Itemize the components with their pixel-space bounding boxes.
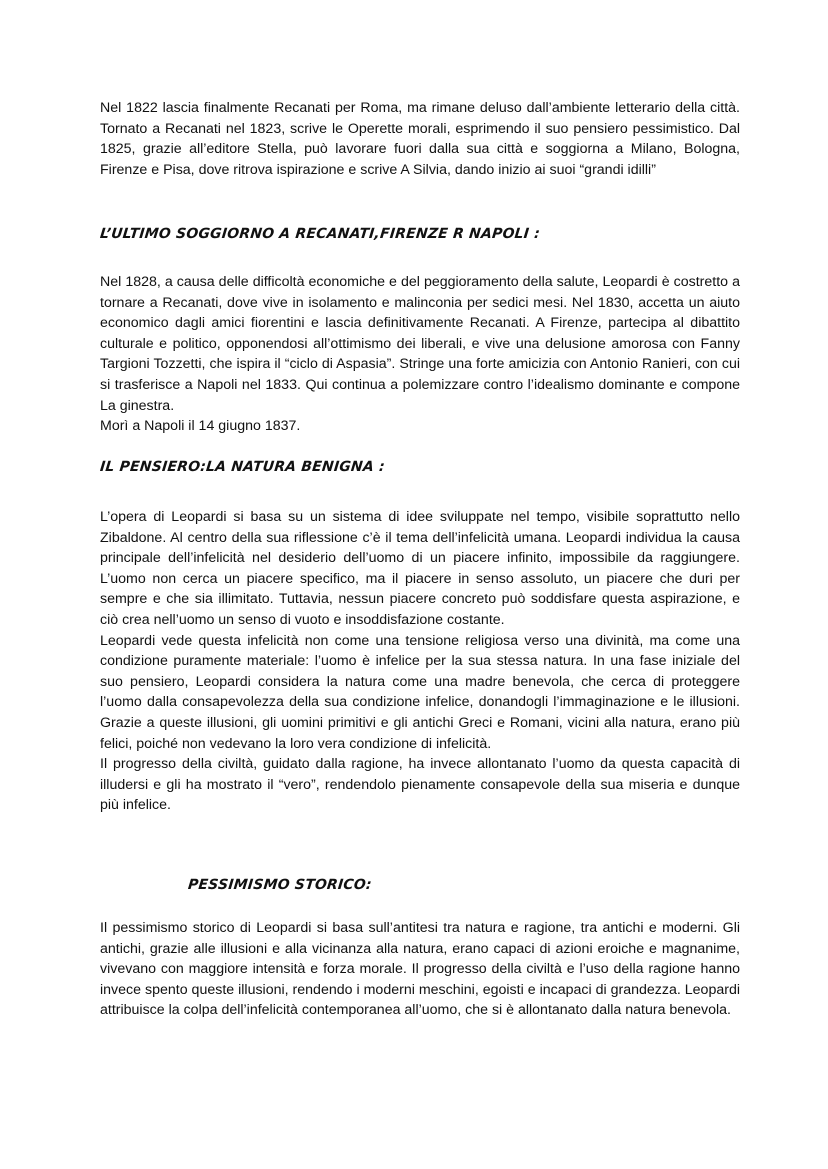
thought-section bbox=[100, 507, 740, 816]
heading-thought: IL PENSIERO:LA NATURA BENIGNA : bbox=[99, 459, 386, 475]
last-stay-paragraph: Nel 1828, a causa delle difficoltà economiche e del peggioramento della salute, Leopardi è costretto a tornare a Recanati, dove vive in isolamento e malinconia per sedici mesi. Nel 1830, accetta un aiuto economico dagli amici fiorentini e lascia definitivamente Recanati. A Firenze, partecipa al dibattito culturale e politico, opponendosi all’ottimismo dei liberali, e vive una delusione amorosa con Fanny Targioni Tozzetti, che ispira il “ciclo di Aspasia”. Stringe una forte amicizia con Antonio Ranieri, con cui si trasferisce a Napoli nel 1833. Qui continua a polemizzare contro l’idealismo dominante e compone La ginestra. bbox=[100, 274, 740, 414]
heading-pessimism: PESSIMISMO STORICO: bbox=[187, 877, 373, 893]
last-stay-section bbox=[100, 272, 740, 437]
intro-paragraph: Nel 1822 lascia finalmente Recanati per Roma, ma rimane deluso dall’ambiente letterario della città. Tornato a Recanati nel 1823, scrive le Operette morali, esprimendo il suo pensiero pessimistico. Dal 1825, grazie all’editore Stella, può lavorare fuori dalla sua città e soggiorna a Milano, Bologna, Firenze e Pisa, dove ritrova ispirazione e scrive A Silvia, dando inizio ai suoi “grandi idilli” bbox=[100, 100, 740, 178]
thought-paragraph-2: Leopardi vede questa infelicità non come una tensione religiosa verso una divinità, ma come una condizione puramente materiale: l’uomo è infelice per la sua stessa natura. In una fase iniziale del suo pensiero, Leopardi considera la natura come una madre benevola, che cerca di proteggere l’uomo dalla consapevolezza della sua condizione infelice, donandogli l’immaginazione e le illusioni. Grazie a queste illusioni, gli uomini primitivi e gli antichi Greci e Romani, vicini alla natura, erano più felici, poiché non vedevano la loro vera condizione di infelicità. bbox=[100, 632, 740, 752]
heading-last-stay: L’ULTIMO SOGGIORNO A RECANATI,FIRENZE R NAPOLI : bbox=[99, 226, 541, 242]
thought-paragraph-3: Il progresso della civiltà, guidato dalla ragione, ha invece allontanato l’uomo da questa capacità di illudersi e gli ha mostrato il “vero”, rendendolo pienamente consapevole della sua miseria e dunque più infelice. bbox=[100, 756, 740, 814]
pessimism-paragraph: Il pessimismo storico di Leopardi si basa sull’antitesi tra natura e ragione, tra antichi e moderni. Gli antichi, grazie alle illusioni e alla vicinanza alla natura, erano capaci di azioni eroiche e magnanime, vivevano con maggiore intensità e forza morale. Il progresso della civiltà e l’uso della ragione hanno invece spento queste illusioni, rendendo i moderni meschini, egoisti e incapaci di grandezza. Leopardi attribuisce la colpa dell’infelicità contemporanea all’uomo, che si è allontanato dalla natura benevola. bbox=[100, 920, 740, 1019]
thought-paragraph-1: L’opera di Leopardi si basa su un sistema di idee sviluppate nel tempo, visibile soprattutto nello Zibaldone. Al centro della sua riflessione c’è il tema dell’infelicità umana. Leopardi individua la causa principale dell’infelicità nel desiderio dell’uomo di un piacere infinito, impossibile da raggiungere. L’uomo non cerca un piacere specifico, ma il piacere in senso assoluto, un piacere che duri per sempre e che sia illimitato. Tuttavia, nessun piacere concreto può soddisfare questa aspirazione, e ciò crea nell’uomo un senso di vuoto e insoddisfazione costante. bbox=[100, 509, 740, 628]
death-line: Morì a Napoli il 14 giugno 1837. bbox=[100, 418, 301, 435]
